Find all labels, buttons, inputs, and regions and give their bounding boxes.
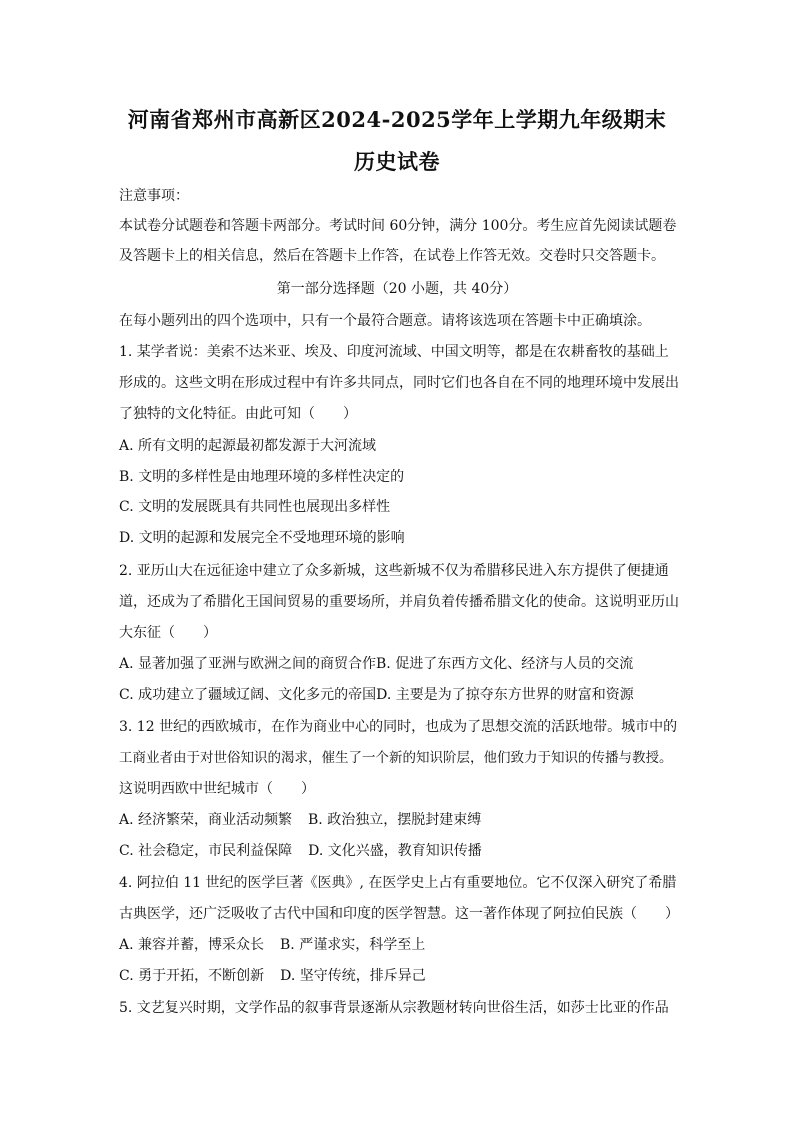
question-4-line-1: 4. 阿拉伯 11 世纪的医学巨著《医典》, 在医学史上占有重要地位。它不仅深入研究了希腊 xyxy=(119,875,677,891)
question-2-option-c: C. 成功建立了疆域辽阔、文化多元的帝国 xyxy=(119,687,377,703)
question-3-options-cd xyxy=(119,841,679,861)
question-3-option-b: B. 政治独立，摆脱封建束缚 xyxy=(308,812,482,828)
exam-title: 河南省郑州市高新区2024-2025学年上学期九年级期末 xyxy=(127,107,667,132)
question-4-option-b: B. 严谨求实，科学至上 xyxy=(280,937,426,953)
question-2-option-d: D. 主要是为了掠夺东方世界的财富和资源 xyxy=(376,687,634,703)
question-2-option-a: A. 显著加强了亚洲与欧洲之间的商贸合作 xyxy=(119,656,377,672)
question-1-line-2: 形成的。这些文明在形成过程中有许多共同点，同时它们也各自在不同的地理环境中发展出 xyxy=(119,375,679,391)
question-2-option-b: B. 促进了东西方文化、经济与人员的交流 xyxy=(376,656,634,672)
question-1-option-b: B. 文明的多样性是由地理环境的多样性决定的 xyxy=(119,469,405,485)
question-4-options-cd xyxy=(119,966,679,986)
question-3-line-2: 工商业者由于对世俗知识的渴求，催生了一个新的知识阶层，他们致力于知识的传播与教授。 xyxy=(119,750,673,766)
question-2-options-cd xyxy=(119,685,679,705)
question-5-line-1: 5. 文艺复兴时期，文学作品的叙事背景逐渐从宗教题材转向世俗生活，如莎士比亚的作品 xyxy=(119,1000,669,1016)
question-4-option-d: D. 坚守传统，排斥异己 xyxy=(280,968,426,984)
notice-label: 注意事项： xyxy=(119,188,189,204)
question-3-line-1: 3. 12 世纪的西欧城市，在作为商业中心的同时，也成为了思想交流的活跃地带。城市中的 xyxy=(119,719,678,735)
question-3-line-3: 这说明西欧中世纪城市（ ） xyxy=(119,781,315,797)
question-4-options-ab xyxy=(119,935,679,955)
question-3-option-c: C. 社会稳定，市民利益保障 xyxy=(119,843,293,859)
question-3-options-ab xyxy=(119,810,679,830)
question-1-option-c: C. 文明的发展既具有共同性也展现出多样性 xyxy=(119,499,391,515)
question-4-option-c: C. 勇于开拓，不断创新 xyxy=(119,968,265,984)
question-2-line-1: 2. 亚历山大在远征途中建立了众多新城，这些新城不仅为希腊移民进入东方提供了便捷通 xyxy=(119,563,669,579)
question-1-option-d: D. 文明的起源和发展完全不受地理环境的影响 xyxy=(119,530,405,546)
question-3-option-a: A. 经济繁荣，商业活动频繁 xyxy=(119,812,293,828)
question-2-options-ab xyxy=(119,654,679,674)
question-1-line-3: 了独特的文化特征。由此可知（ ） xyxy=(119,406,357,422)
question-2-line-3: 大东征（ ） xyxy=(119,625,217,641)
notice-line-2: 及答题卡上的相关信息，然后在答题卡上作答，在试卷上作答无效。交卷时只交答题卡。 xyxy=(119,248,665,264)
notice-line-1: 本试卷分试题卷和答题卡两部分。考试时间 60分钟，满分 100分。考生应首先阅读试题卷 xyxy=(119,218,677,234)
exam-subject-title: 历史试卷 xyxy=(354,149,440,174)
question-1-option-a: A. 所有文明的起源最初都发源于大河流域 xyxy=(119,438,377,454)
question-4-line-2: 古典医学，还广泛吸收了古代中国和印度的医学智慧。这一著作体现了阿拉伯民族（ ） xyxy=(119,906,679,922)
question-2-line-2: 道，还成为了希腊化王国间贸易的重要场所，并肩负着传播希腊文化的使命。这说明亚历山 xyxy=(119,594,679,610)
question-3-option-d: D. 文化兴盛，教育知识传播 xyxy=(308,843,482,859)
section-title: 第一部分选择题（20 小题，共 40分） xyxy=(276,281,518,297)
question-1-line-1: 1. 某学者说：美索不达米亚、埃及、印度河流域、中国文明等，都是在农耕畜牧的基础上 xyxy=(119,344,669,360)
section-instruction: 在每小题列出的四个选项中，只有一个最符合题意。请将该选项在答题卡中正确填涂。 xyxy=(119,313,651,329)
question-4-option-a: A. 兼容并蓄，博采众长 xyxy=(119,937,265,953)
